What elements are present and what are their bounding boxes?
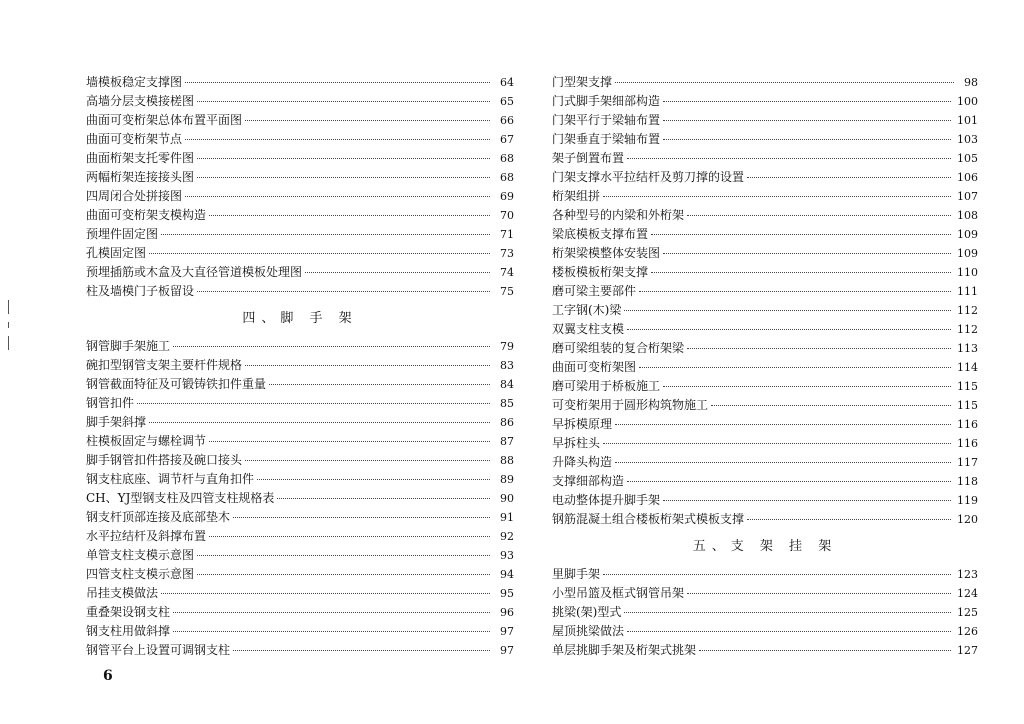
toc-entry-page: 74 bbox=[500, 266, 514, 279]
toc-entry bbox=[552, 396, 978, 415]
toc-entry bbox=[552, 641, 978, 660]
toc-entry-page: 124 bbox=[957, 587, 978, 600]
dot-leader bbox=[687, 593, 951, 594]
toc-entry bbox=[86, 470, 514, 489]
dot-leader bbox=[173, 612, 490, 613]
toc-entry bbox=[552, 565, 978, 584]
toc-entry-page: 114 bbox=[957, 361, 978, 374]
toc-entry-title: 高墙分层支模接槎图 bbox=[86, 94, 195, 108]
toc-entry-title: 小型吊篮及框式钢管吊架 bbox=[552, 586, 685, 600]
toc-entry bbox=[552, 282, 978, 301]
dot-leader bbox=[137, 403, 490, 404]
dot-leader bbox=[197, 555, 490, 556]
toc-entry-title: 吊挂支模做法 bbox=[86, 586, 159, 600]
toc-entry bbox=[86, 356, 514, 375]
dot-leader bbox=[197, 101, 490, 102]
toc-entry-page: 101 bbox=[957, 114, 978, 127]
toc-entry-page: 92 bbox=[500, 530, 514, 543]
toc-entry-page: 84 bbox=[500, 378, 514, 391]
toc-entry bbox=[552, 111, 978, 130]
toc-entry-page: 109 bbox=[957, 228, 978, 241]
toc-entry-title: 曲面桁架支托零件图 bbox=[86, 151, 195, 165]
toc-entry-title: 孔模固定图 bbox=[86, 246, 147, 260]
dot-leader bbox=[277, 498, 490, 499]
toc-entry-title: 曲面可变桁架总体布置平面图 bbox=[86, 113, 243, 127]
toc-entry-page: 125 bbox=[957, 606, 978, 619]
toc-entry-title: 钢支柱用做斜撑 bbox=[86, 624, 171, 638]
dot-leader bbox=[233, 650, 490, 651]
dot-leader bbox=[173, 346, 490, 347]
toc-entry-page: 126 bbox=[957, 625, 978, 638]
toc-entry bbox=[86, 546, 514, 565]
dot-leader bbox=[305, 272, 490, 273]
toc-entry-page: 111 bbox=[957, 285, 978, 298]
toc-entry-page: 100 bbox=[957, 95, 978, 108]
dot-leader bbox=[185, 139, 490, 140]
toc-entry-page: 67 bbox=[500, 133, 514, 146]
toc-entry-title: 早拆柱头 bbox=[552, 436, 601, 450]
toc-entry bbox=[552, 603, 978, 622]
toc-entry-title: 钢支杆顶部连接及底部垫木 bbox=[86, 510, 231, 524]
toc-entry-page: 79 bbox=[500, 340, 514, 353]
toc-entry-page: 68 bbox=[500, 152, 514, 165]
toc-entry bbox=[86, 244, 514, 263]
toc-entry-page: 105 bbox=[957, 152, 978, 165]
toc-entry-title: 升降头构造 bbox=[552, 455, 613, 469]
toc-left-group-1 bbox=[86, 73, 514, 301]
toc-entry bbox=[86, 451, 514, 470]
toc-entry bbox=[86, 187, 514, 206]
toc-entry bbox=[86, 111, 514, 130]
dot-leader bbox=[245, 460, 490, 461]
toc-entry-title: 曲面可变桁架支模构造 bbox=[86, 208, 207, 222]
toc-entry-title: 钢筋混凝土组合楼板桁架式模板支撑 bbox=[552, 512, 745, 526]
toc-right-column bbox=[552, 73, 978, 660]
dot-leader bbox=[197, 177, 490, 178]
toc-entry bbox=[552, 377, 978, 396]
toc-entry-page: 71 bbox=[500, 228, 514, 241]
toc-entry-page: 75 bbox=[500, 285, 514, 298]
toc-entry-page: 106 bbox=[957, 171, 978, 184]
dot-leader bbox=[651, 272, 951, 273]
toc-entry-page: 89 bbox=[500, 473, 514, 486]
dot-leader bbox=[663, 120, 951, 121]
dot-leader bbox=[257, 479, 490, 480]
toc-entry bbox=[552, 472, 978, 491]
toc-entry bbox=[552, 187, 978, 206]
toc-entry bbox=[552, 434, 978, 453]
toc-entry-page: 116 bbox=[957, 418, 978, 431]
toc-entry-page: 96 bbox=[500, 606, 514, 619]
toc-left-column bbox=[86, 73, 514, 660]
toc-entry bbox=[86, 565, 514, 584]
dot-leader bbox=[687, 215, 951, 216]
toc-entry bbox=[86, 584, 514, 603]
toc-entry-page: 120 bbox=[957, 513, 978, 526]
toc-entry-page: 112 bbox=[957, 323, 978, 336]
dot-leader bbox=[269, 384, 490, 385]
toc-entry-page: 93 bbox=[500, 549, 514, 562]
toc-entry-title: 磨可梁用于桥板施工 bbox=[552, 379, 661, 393]
toc-entry-title: 钢管截面特征及可锻铸铁扣件重量 bbox=[86, 377, 267, 391]
dot-leader bbox=[663, 500, 951, 501]
dot-leader bbox=[197, 158, 490, 159]
toc-entry bbox=[552, 584, 978, 603]
toc-entry-title: 桁架组拼 bbox=[552, 189, 601, 203]
toc-entry-page: 85 bbox=[500, 397, 514, 410]
dot-leader bbox=[687, 348, 951, 349]
toc-entry-page: 83 bbox=[500, 359, 514, 372]
toc-entry-title: 挑梁(架)型式 bbox=[552, 605, 622, 619]
toc-entry-title: 工字钢(木)梁 bbox=[552, 303, 622, 317]
toc-entry bbox=[86, 73, 514, 92]
toc-entry bbox=[552, 491, 978, 510]
dot-leader bbox=[639, 291, 951, 292]
toc-entry-page: 91 bbox=[500, 511, 514, 524]
toc-entry-page: 86 bbox=[500, 416, 514, 429]
toc-entry-title: 门架垂直于梁轴布置 bbox=[552, 132, 661, 146]
toc-entry-page: 73 bbox=[500, 247, 514, 260]
toc-entry-title: 桁架梁模整体安装图 bbox=[552, 246, 661, 260]
toc-entry-page: 109 bbox=[957, 247, 978, 260]
toc-entry-page: 95 bbox=[500, 587, 514, 600]
margin-tick bbox=[8, 322, 9, 328]
toc-entry-page: 87 bbox=[500, 435, 514, 448]
toc-entry bbox=[86, 603, 514, 622]
toc-entry bbox=[86, 282, 514, 301]
toc-entry-title: 碗扣型钢管支架主要杆件规格 bbox=[86, 358, 243, 372]
margin-tick bbox=[8, 300, 9, 314]
dot-leader bbox=[627, 158, 951, 159]
toc-entry bbox=[86, 641, 514, 660]
toc-entry-title: 电动整体提升脚手架 bbox=[552, 493, 661, 507]
dot-leader bbox=[747, 177, 951, 178]
toc-entry-title: 里脚手架 bbox=[552, 567, 601, 581]
dot-leader bbox=[197, 291, 490, 292]
toc-entry-title: 钢管脚手架施工 bbox=[86, 339, 171, 353]
dot-leader bbox=[603, 196, 951, 197]
toc-entry bbox=[552, 320, 978, 339]
toc-entry bbox=[552, 263, 978, 282]
toc-entry bbox=[552, 225, 978, 244]
toc-entry-page: 112 bbox=[957, 304, 978, 317]
dot-leader bbox=[663, 253, 951, 254]
dot-leader bbox=[209, 536, 490, 537]
toc-right-group-1 bbox=[552, 73, 978, 529]
toc-entry-title: CH、YJ型钢支柱及四管支柱规格表 bbox=[86, 491, 275, 505]
dot-leader bbox=[615, 424, 951, 425]
section-heading-supports: 五、支 架 挂 架 bbox=[692, 539, 838, 554]
section-heading-scaffold: 四、脚 手 架 bbox=[242, 311, 358, 326]
toc-entry bbox=[86, 508, 514, 527]
dot-leader bbox=[624, 310, 951, 311]
toc-entry-page: 98 bbox=[964, 76, 978, 89]
dot-leader bbox=[161, 593, 490, 594]
dot-leader bbox=[711, 405, 951, 406]
toc-entry-page: 113 bbox=[957, 342, 978, 355]
toc-entry-title: 柱及墙模门子板留设 bbox=[86, 284, 195, 298]
toc-entry bbox=[86, 375, 514, 394]
toc-entry-title: 门式脚手架细部构造 bbox=[552, 94, 661, 108]
toc-entry bbox=[552, 149, 978, 168]
toc-entry-page: 103 bbox=[957, 133, 978, 146]
toc-entry bbox=[86, 432, 514, 451]
toc-right-group-2 bbox=[552, 565, 978, 660]
toc-entry-title: 预埋插筋或木盒及大直径管道模板处理图 bbox=[86, 265, 303, 279]
toc-entry bbox=[552, 168, 978, 187]
toc-entry bbox=[86, 489, 514, 508]
toc-entry-title: 曲面可变桁架节点 bbox=[86, 132, 183, 146]
toc-entry-title: 可变桁架用于圆形构筑物施工 bbox=[552, 398, 709, 412]
toc-entry-title: 支撑细部构造 bbox=[552, 474, 625, 488]
toc-entry bbox=[552, 358, 978, 377]
toc-entry-page: 94 bbox=[500, 568, 514, 581]
toc-entry-title: 重叠架设钢支柱 bbox=[86, 605, 171, 619]
toc-entry-page: 115 bbox=[957, 399, 978, 412]
toc-entry-page: 110 bbox=[957, 266, 978, 279]
dot-leader bbox=[627, 481, 951, 482]
toc-entry-title: 单层挑脚手架及桁架式挑架 bbox=[552, 643, 697, 657]
toc-entry bbox=[552, 301, 978, 320]
dot-leader bbox=[185, 196, 490, 197]
dot-leader bbox=[663, 386, 951, 387]
dot-leader bbox=[615, 82, 954, 83]
dot-leader bbox=[173, 631, 490, 632]
dot-leader bbox=[149, 422, 490, 423]
toc-entry-page: 127 bbox=[957, 644, 978, 657]
toc-entry-title: 架子倒置布置 bbox=[552, 151, 625, 165]
dot-leader bbox=[651, 234, 951, 235]
toc-entry bbox=[552, 206, 978, 225]
toc-entry-title: 门型架支撑 bbox=[552, 75, 613, 89]
toc-entry-page: 69 bbox=[500, 190, 514, 203]
toc-entry-title: 门架支撑水平拉结杆及剪刀撑的设置 bbox=[552, 170, 745, 184]
dot-leader bbox=[747, 519, 951, 520]
toc-entry bbox=[86, 413, 514, 432]
page-number: 6 bbox=[103, 668, 113, 684]
toc-entry-title: 曲面可变桁架图 bbox=[552, 360, 637, 374]
toc-entry bbox=[86, 149, 514, 168]
toc-entry-page: 70 bbox=[500, 209, 514, 222]
toc-entry bbox=[552, 415, 978, 434]
dot-leader bbox=[209, 215, 490, 216]
toc-entry-title: 水平拉结杆及斜撑布置 bbox=[86, 529, 207, 543]
toc-entry bbox=[86, 168, 514, 187]
toc-entry bbox=[552, 510, 978, 529]
toc-entry-title: 单管支柱支模示意图 bbox=[86, 548, 195, 562]
toc-entry-title: 四周闭合处拼接图 bbox=[86, 189, 183, 203]
toc-entry-page: 118 bbox=[957, 475, 978, 488]
dot-leader bbox=[161, 234, 490, 235]
toc-entry-title: 早拆模原理 bbox=[552, 417, 613, 431]
toc-entry-title: 磨可梁主要部件 bbox=[552, 284, 637, 298]
toc-entry-page: 117 bbox=[957, 456, 978, 469]
toc-entry bbox=[552, 73, 978, 92]
dot-leader bbox=[209, 441, 490, 442]
toc-entry bbox=[86, 622, 514, 641]
toc-entry bbox=[552, 92, 978, 111]
toc-entry-title: 墙模板稳定支撑图 bbox=[86, 75, 183, 89]
toc-entry-page: 107 bbox=[957, 190, 978, 203]
toc-entry-page: 119 bbox=[957, 494, 978, 507]
toc-entry bbox=[86, 337, 514, 356]
dot-leader bbox=[603, 443, 951, 444]
toc-entry bbox=[86, 263, 514, 282]
toc-entry-title: 楼板模板桁架支撑 bbox=[552, 265, 649, 279]
toc-entry-title: 屋顶挑梁做法 bbox=[552, 624, 625, 638]
dot-leader bbox=[663, 101, 951, 102]
toc-entry-page: 64 bbox=[500, 76, 514, 89]
dot-leader bbox=[627, 631, 951, 632]
dot-leader bbox=[639, 367, 951, 368]
toc-entry bbox=[552, 244, 978, 263]
dot-leader bbox=[627, 329, 951, 330]
toc-entry bbox=[86, 527, 514, 546]
dot-leader bbox=[185, 82, 490, 83]
toc-entry-title: 各种型号的内梁和外桁架 bbox=[552, 208, 685, 222]
toc-entry bbox=[86, 92, 514, 111]
dot-leader bbox=[149, 253, 490, 254]
toc-entry bbox=[86, 206, 514, 225]
dot-leader bbox=[603, 574, 951, 575]
toc-left-group-2 bbox=[86, 337, 514, 660]
toc-entry bbox=[86, 130, 514, 149]
dot-leader bbox=[615, 462, 951, 463]
dot-leader bbox=[699, 650, 951, 651]
toc-entry bbox=[552, 339, 978, 358]
toc-entry-title: 脚手架斜撑 bbox=[86, 415, 147, 429]
toc-entry-page: 97 bbox=[500, 625, 514, 638]
toc-entry bbox=[86, 394, 514, 413]
toc-entry-page: 88 bbox=[500, 454, 514, 467]
toc-entry-page: 108 bbox=[957, 209, 978, 222]
toc-entry-page: 116 bbox=[957, 437, 978, 450]
dot-leader bbox=[663, 139, 951, 140]
toc-entry-page: 66 bbox=[500, 114, 514, 127]
toc-entry-title: 钢管平台上设置可调钢支柱 bbox=[86, 643, 231, 657]
toc-entry-title: 预埋件固定图 bbox=[86, 227, 159, 241]
toc-entry-page: 115 bbox=[957, 380, 978, 393]
toc-entry bbox=[552, 622, 978, 641]
toc-entry-title: 两幅桁架连接接头图 bbox=[86, 170, 195, 184]
toc-entry-title: 脚手钢管扣件搭接及碗口接头 bbox=[86, 453, 243, 467]
toc-entry-title: 柱模板固定与螺栓调节 bbox=[86, 434, 207, 448]
toc-entry-page: 90 bbox=[500, 492, 514, 505]
toc-entry bbox=[86, 225, 514, 244]
toc-entry-title: 钢管扣件 bbox=[86, 396, 135, 410]
dot-leader bbox=[197, 574, 490, 575]
margin-marks bbox=[8, 300, 9, 358]
toc-entry-title: 双翼支柱支模 bbox=[552, 322, 625, 336]
toc-entry-page: 68 bbox=[500, 171, 514, 184]
dot-leader bbox=[624, 612, 951, 613]
dot-leader bbox=[233, 517, 490, 518]
toc-entry bbox=[552, 453, 978, 472]
toc-entry-page: 123 bbox=[957, 568, 978, 581]
toc-entry-title: 钢支柱底座、调节杆与直角扣件 bbox=[86, 472, 255, 486]
toc-entry-page: 97 bbox=[500, 644, 514, 657]
toc-entry bbox=[552, 130, 978, 149]
dot-leader bbox=[245, 365, 490, 366]
dot-leader bbox=[245, 120, 490, 121]
toc-entry-title: 梁底模板支撑布置 bbox=[552, 227, 649, 241]
toc-entry-page: 65 bbox=[500, 95, 514, 108]
toc-entry-title: 四管支柱支模示意图 bbox=[86, 567, 195, 581]
toc-entry-title: 磨可梁组装的复合桁架梁 bbox=[552, 341, 685, 355]
toc-entry-title: 门架平行于梁轴布置 bbox=[552, 113, 661, 127]
margin-tick bbox=[8, 336, 9, 350]
